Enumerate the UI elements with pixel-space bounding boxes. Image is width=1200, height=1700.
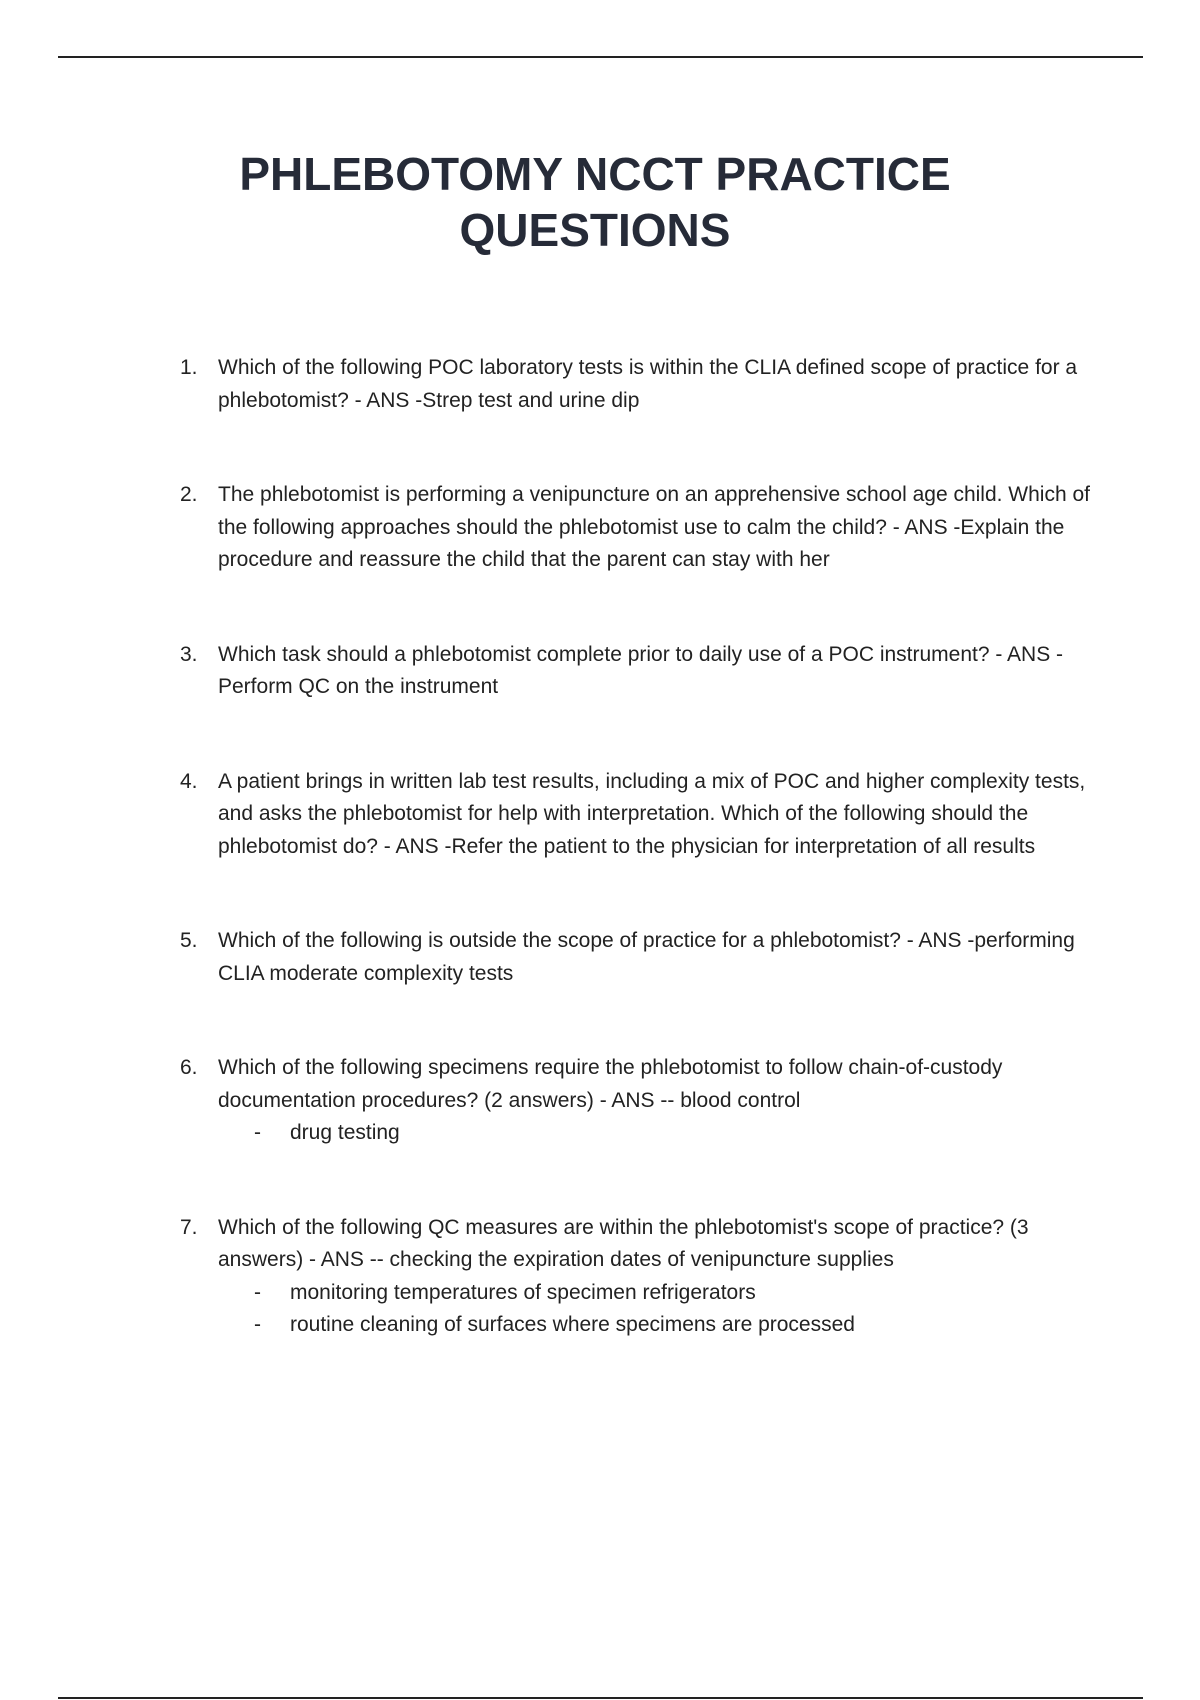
dash-bullet: - (254, 1121, 261, 1144)
question-number: 2. (180, 483, 198, 506)
question-number: 4. (180, 769, 198, 793)
question-number: 7. (180, 1215, 198, 1239)
question-number: 3. (180, 642, 198, 666)
page-title-line-2: QUESTIONS (459, 204, 731, 256)
answer-subitem (0, 1277, 1200, 1310)
page-title (150, 146, 1040, 258)
question-list (0, 352, 1200, 1342)
question-text: Which of the following QC measures are within the phlebotomist's scope of practice? (3 answers) - ANS -- checking the expiration dates of venipuncture supplies (218, 1215, 1029, 1271)
question-item-3 (0, 639, 1200, 704)
question-text: Which of the following specimens require the phlebotomist to follow chain-of-custody documentation procedures? (2 answers) - ANS -- blood control (218, 1056, 1003, 1112)
question-text: Which of the following is outside the scope of practice for a phlebotomist? - ANS -performing CLIA moderate complexity tests (218, 929, 1075, 985)
question-text: Which task should a phlebotomist complete prior to daily use of a POC instrument? - ANS -Perform QC on the instrument (218, 642, 1064, 698)
answer-subitem-text: routine cleaning of surfaces where specimens are processed (290, 1313, 855, 1336)
page-title-line-1: PHLEBOTOMY NCCT PRACTICE (239, 148, 951, 200)
header-rule (58, 56, 1143, 58)
footer-rule (58, 1697, 1143, 1699)
question-item-6 (0, 1052, 1200, 1150)
question-item-4 (0, 766, 1200, 864)
answer-subitem-text: drug testing (290, 1121, 400, 1144)
answer-subitem (0, 1309, 1200, 1342)
question-item-1 (0, 352, 1200, 417)
dash-bullet: - (254, 1280, 261, 1304)
question-number: 5. (180, 929, 198, 952)
answer-subitem-text: monitoring temperatures of specimen refrigerators (290, 1280, 756, 1304)
question-item-2 (0, 479, 1200, 577)
dash-bullet: - (254, 1313, 261, 1336)
question-item-7 (0, 1212, 1200, 1342)
answer-sublist (0, 1117, 1200, 1150)
question-number: 1. (180, 356, 198, 379)
question-number: 6. (180, 1056, 198, 1079)
question-item-5 (0, 925, 1200, 990)
question-text: A patient brings in written lab test results, including a mix of POC and higher complexity tests, and asks the phlebotomist for help with interpretation. Which of the following should the phlebotomist do? - ANS -Refer the patient to the physician for interpretation of all results (218, 769, 1086, 858)
answer-subitem (0, 1117, 1200, 1150)
question-text: The phlebotomist is performing a venipuncture on an apprehensive school age child. Which of the following approaches should the phlebotomist use to calm the child? - ANS -Explain the procedure and reassure the child that the parent can stay with her (218, 483, 1091, 571)
question-text: Which of the following POC laboratory tests is within the CLIA defined scope of practice for a phlebotomist? - ANS -Strep test and urine dip (218, 356, 1078, 412)
answer-sublist (0, 1277, 1200, 1342)
